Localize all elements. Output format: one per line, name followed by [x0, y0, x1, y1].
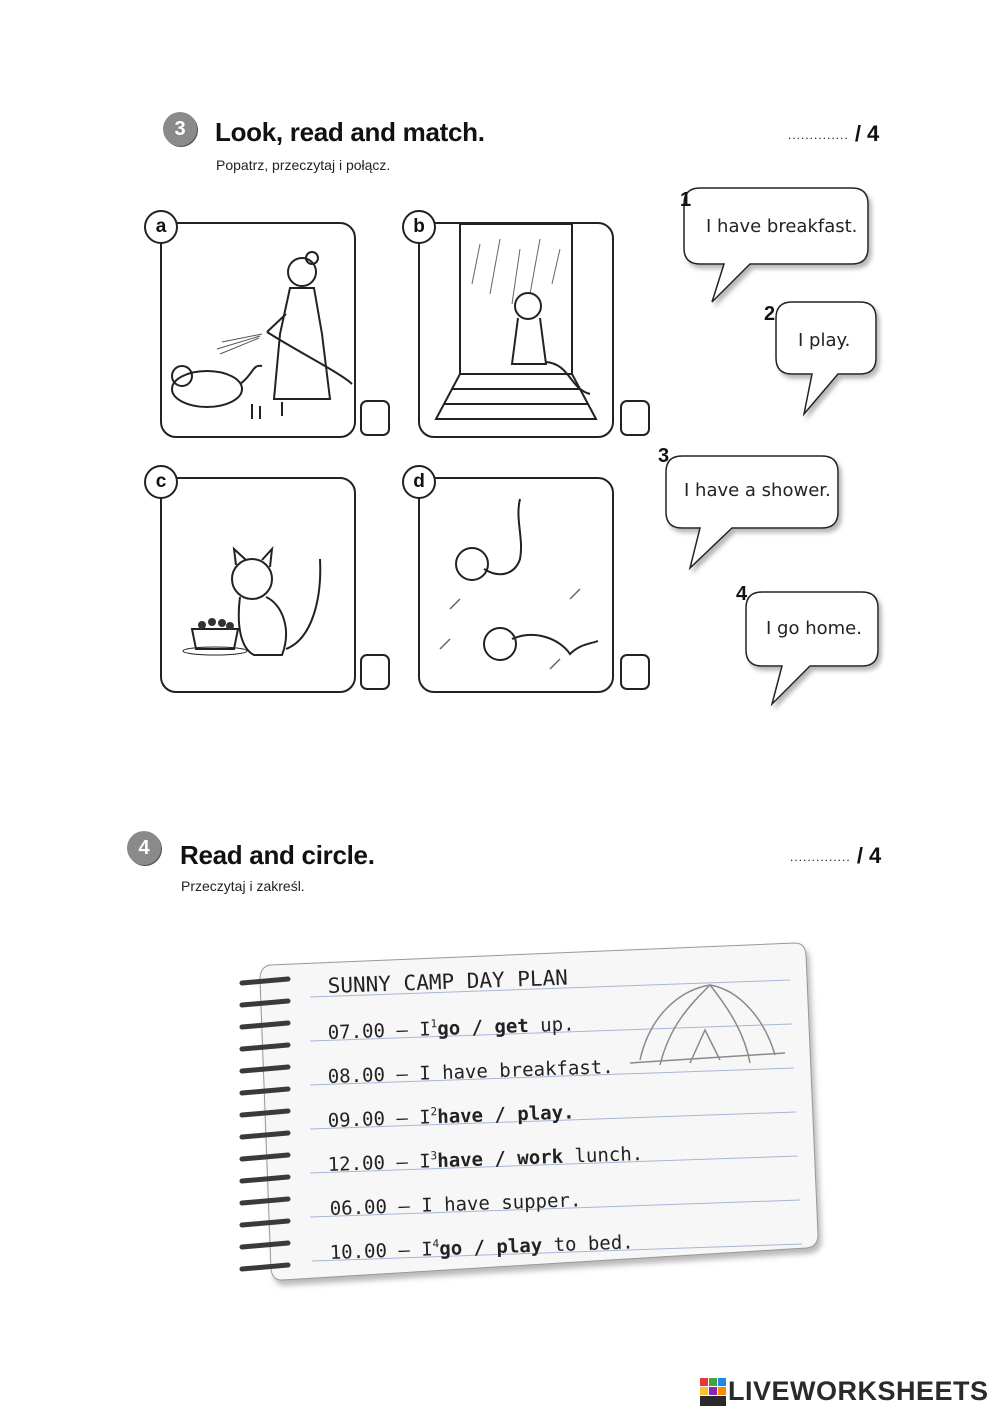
plan-line-1-sup: 1 — [430, 1017, 438, 1031]
plan-line-1-rest: up. — [528, 1013, 575, 1037]
plan-line-5-time: 06.00 – I have supper. — [329, 1189, 582, 1220]
plan-line-1-choice[interactable]: go / get — [436, 1014, 530, 1041]
speech-bubble-3 — [666, 456, 838, 568]
picture-c-answer-box[interactable] — [360, 654, 390, 690]
picture-d — [413, 471, 614, 693]
picture-b-illustration — [420, 224, 612, 436]
plan-line-3-time: 09.00 – I — [327, 1106, 432, 1132]
picture-b-letter: b — [402, 210, 436, 244]
score-dots: .............. — [790, 850, 851, 865]
bubble-2-number: 2 — [764, 303, 776, 325]
plan-line-6-sup: 4 — [432, 1237, 440, 1251]
exercise-3-score — [788, 121, 879, 147]
plan-line-4-rest: lunch. — [562, 1142, 644, 1168]
plan-line-1-time: 07.00 – I — [327, 1018, 432, 1044]
picture-b — [413, 216, 614, 438]
plan-line-6-rest: to bed. — [541, 1231, 635, 1257]
score-total: / 4 — [856, 843, 882, 868]
day-plan-heading: SUNNY CAMP DAY PLAN — [327, 965, 569, 998]
bubble-3-text: I have a shower. — [684, 480, 831, 501]
plan-line-2-time: 08.00 – I have breakfast. — [327, 1056, 614, 1088]
plan-line-3-sup: 2 — [430, 1105, 438, 1119]
speech-bubble-1 — [684, 188, 868, 302]
exercise-4-number: 4 — [127, 831, 161, 865]
picture-c-letter: c — [144, 465, 178, 499]
plan-line-4-sup: 3 — [430, 1149, 438, 1163]
plan-line-4-choice[interactable]: have / work — [436, 1145, 564, 1173]
liveworksheets-logo-icon — [700, 1378, 726, 1406]
bubble-4-number: 4 — [736, 583, 748, 605]
plan-line-4-time: 12.00 – I — [327, 1150, 432, 1176]
exercise-3-title: Look, read and match. — [215, 117, 485, 147]
exercise-3-number: 3 — [163, 112, 197, 146]
exercise-4-title: Read and circle. — [180, 840, 375, 870]
plan-line-6-choice[interactable]: go / play — [438, 1234, 543, 1261]
picture-a-answer-box[interactable] — [360, 400, 390, 436]
score-dots: .............. — [788, 128, 849, 143]
picture-d-letter: d — [402, 465, 436, 499]
plan-line-3-choice[interactable]: have / play. — [436, 1101, 575, 1129]
liveworksheets-logo-text: LIVEWORKSHEETS — [728, 1376, 989, 1406]
score-total: / 4 — [854, 121, 880, 146]
bubble-3-number: 3 — [658, 445, 670, 467]
exercise-3-subtitle: Popatrz, przeczytaj i połącz. — [216, 157, 391, 173]
speech-bubble-2 — [776, 302, 876, 414]
speech-bubble-4 — [746, 592, 878, 704]
liveworksheets-logo — [700, 1376, 989, 1407]
exercise-4-subtitle: Przeczytaj i zakreśl. — [181, 878, 305, 894]
picture-a-letter: a — [144, 210, 178, 244]
day-plan-notebook — [230, 935, 830, 1295]
bubble-1-number: 1 — [680, 189, 692, 211]
picture-a-illustration — [162, 224, 354, 436]
picture-c — [155, 471, 356, 693]
exercise-4-score — [790, 843, 881, 869]
bubble-2-text: I play. — [798, 330, 851, 351]
picture-d-illustration — [420, 479, 612, 691]
bubble-1-text: I have breakfast. — [706, 216, 858, 237]
picture-c-illustration — [162, 479, 354, 691]
bubble-4-text: I go home. — [766, 618, 862, 639]
plan-line-6-time: 10.00 – I — [329, 1238, 434, 1264]
picture-a — [155, 216, 356, 438]
speech-bubbles — [640, 170, 900, 730]
